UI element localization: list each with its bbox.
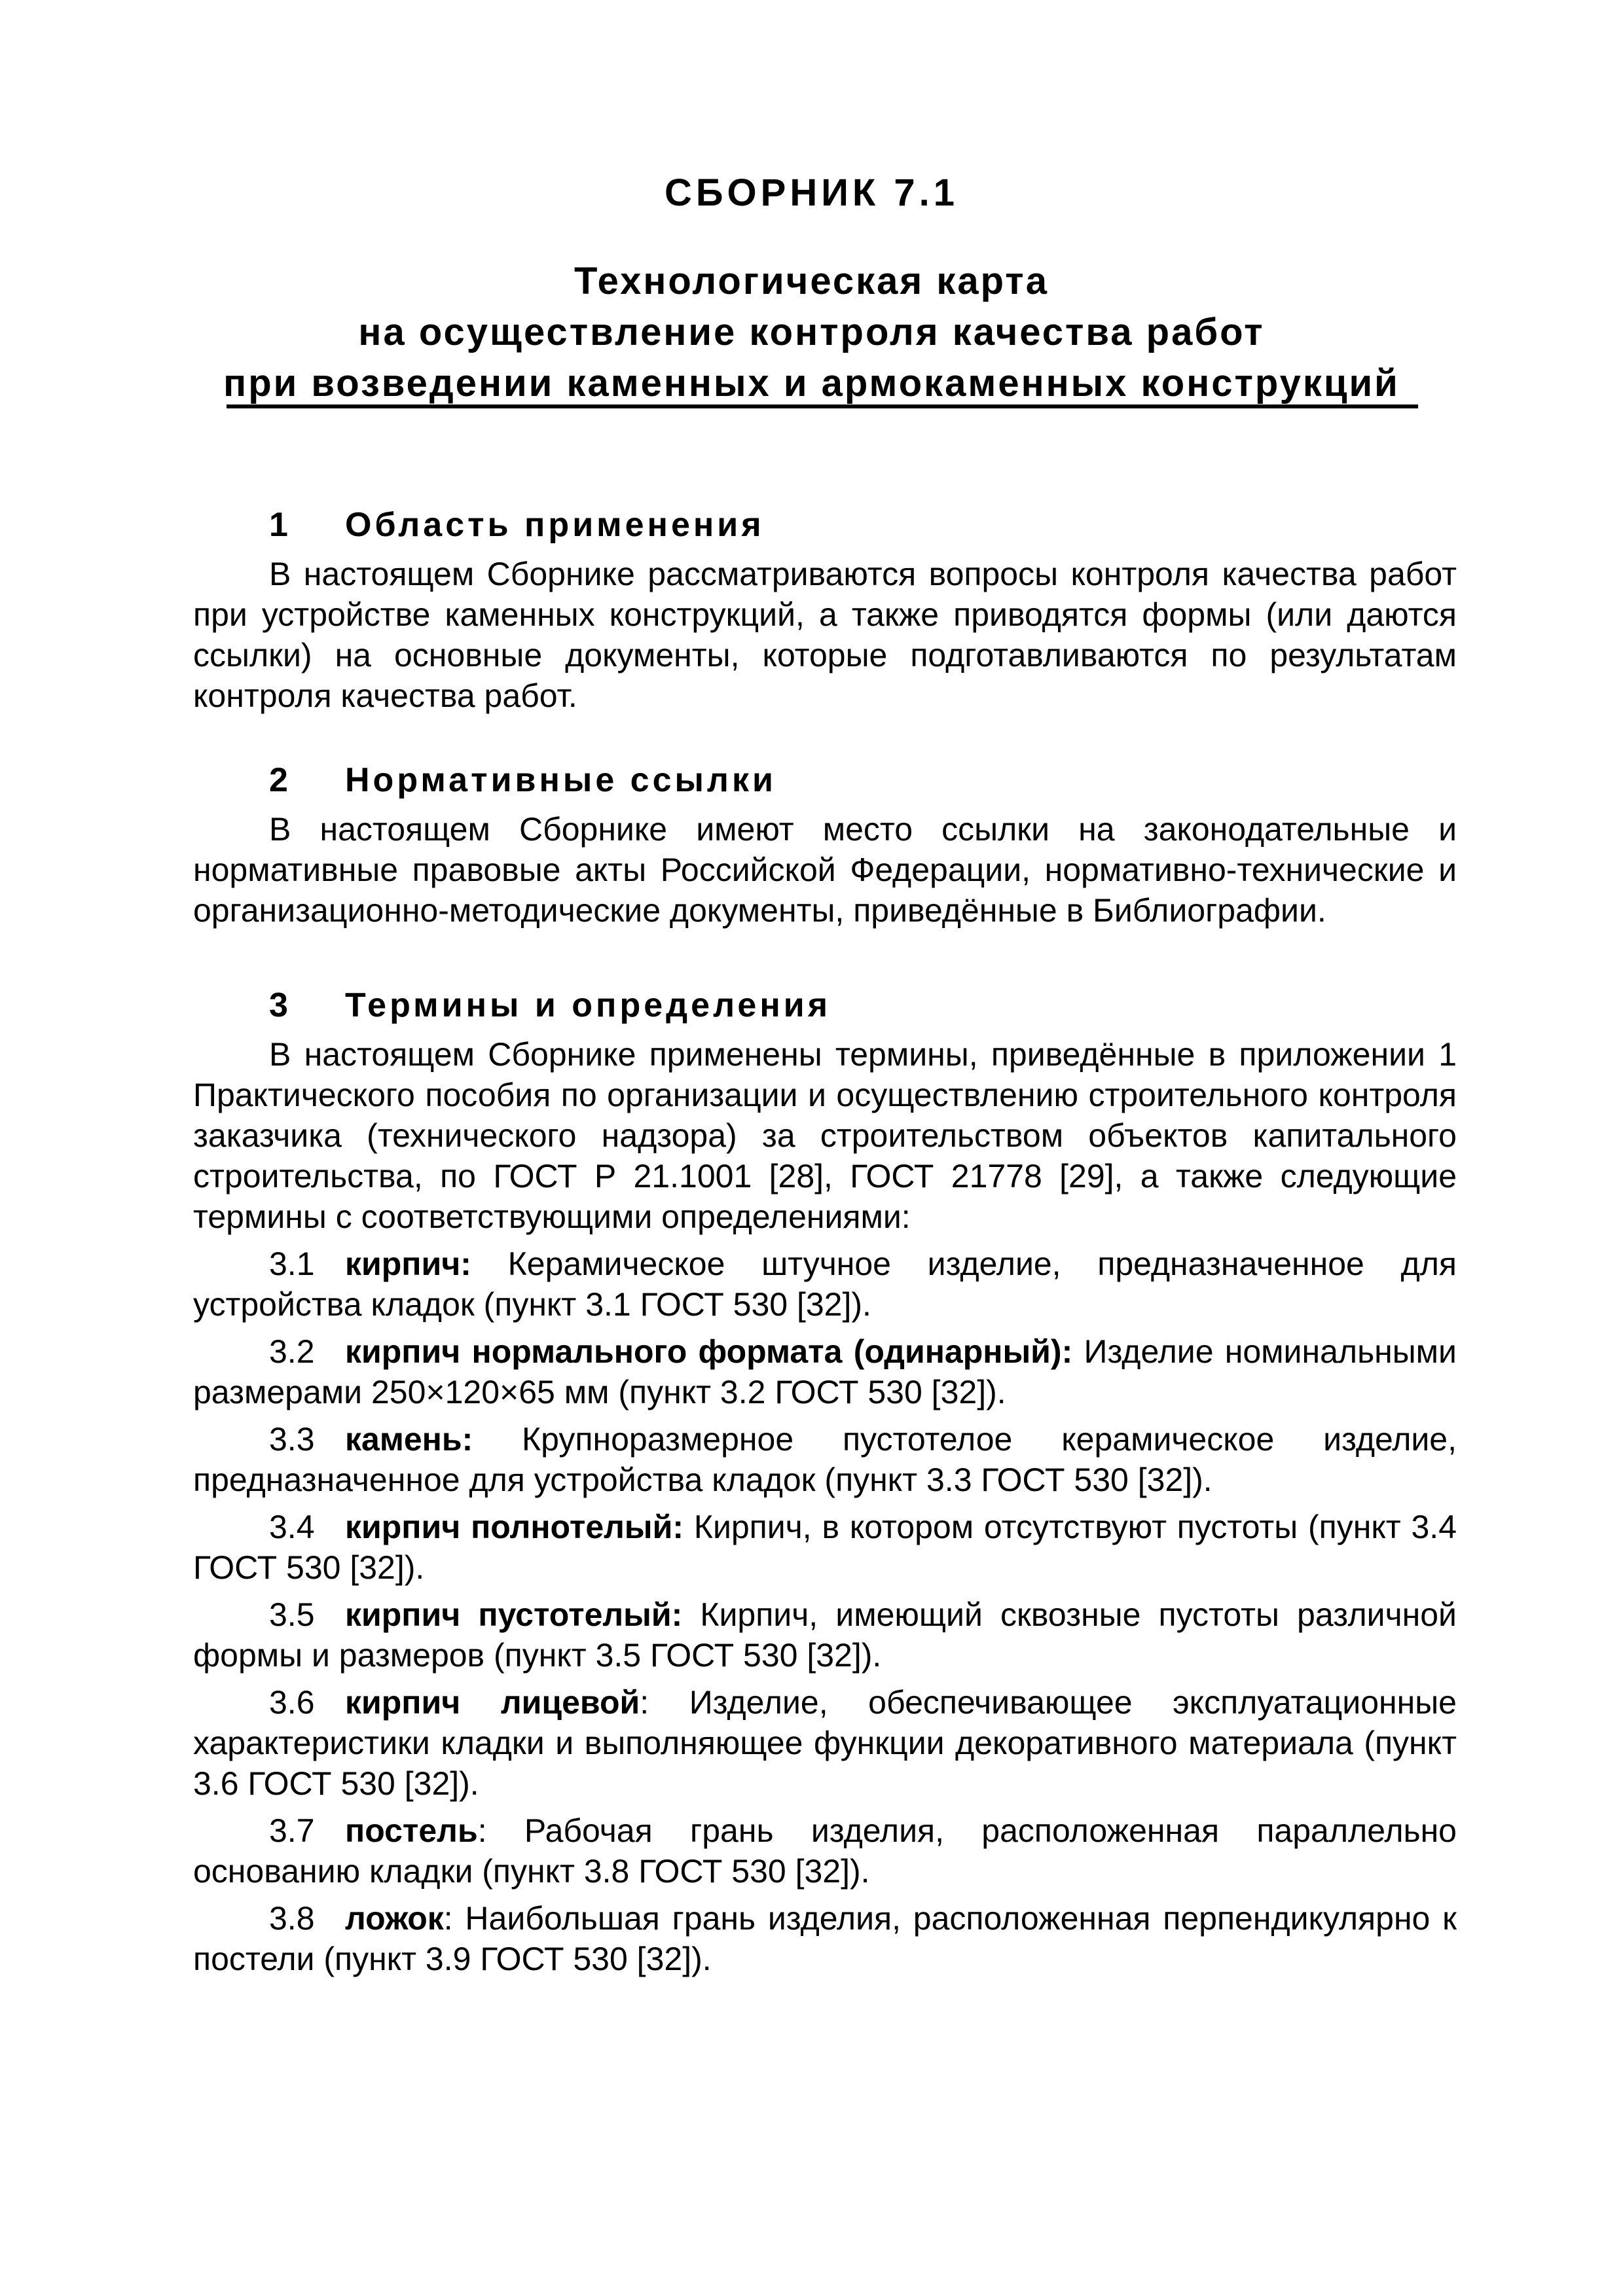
term-item [193, 1594, 1457, 1676]
term-name: постель [345, 1812, 478, 1849]
term-definition: Керамическое штучное изделие, предназначенное для устройства кладок (пункт 3.1 ГОСТ 530 [32]). [193, 1246, 1457, 1323]
section-number: 2 [269, 761, 288, 799]
term-number: 3.1 [269, 1246, 315, 1282]
section-title: Термины и определения [345, 986, 831, 1024]
section-paragraph-terms-definitions: В настоящем Сборнике применены термины, приведённые в приложении 1 Практического пособия по организации и осуществлению строительного контроля заказчика (технического надзора) за строительством объектов капитального строительства, по ГОСТ Р 21.1001 [28], ГОСТ 21778 [29], а также следующие термины с соответствующими определениями: [193, 1036, 1457, 1235]
term-item [193, 1507, 1457, 1588]
term-definition: Кирпич, имеющий сквозные пустоты различной формы и размеров (пункт 3.5 ГОСТ 530 [32]). [193, 1596, 1457, 1674]
term-name: камень: [345, 1421, 473, 1458]
term-number: 3.5 [269, 1596, 315, 1633]
term-definition: : Рабочая грань изделия, расположенная параллельно основанию кладки (пункт 3.8 ГОСТ 530 [32]). [193, 1812, 1457, 1890]
term-number: 3.8 [269, 1900, 315, 1937]
term-number: 3.7 [269, 1812, 315, 1849]
card-title-line-1: Технологическая карта [574, 260, 1049, 302]
term-item [193, 1810, 1457, 1892]
section-paragraph-normative-references: В настоящем Сборнике имеют место ссылки на законодательные и нормативные правовые акты Российской Федерации, нормативно-технические и организационно-методические документы, приведённые в Библиографии. [193, 811, 1457, 929]
term-name: ложок [345, 1900, 444, 1937]
section-heading-scope [193, 503, 1457, 547]
term-number: 3.4 [269, 1509, 315, 1545]
section-number: 3 [269, 986, 288, 1024]
term-item [193, 1419, 1457, 1500]
section-heading-normative-references [193, 758, 1457, 802]
term-number: 3.2 [269, 1333, 315, 1370]
term-item [193, 1244, 1457, 1325]
term-definition: Кирпич, в котором отсутствуют пустоты (пункт 3.4 ГОСТ 530 [32]). [193, 1509, 1457, 1586]
document-body [193, 503, 1457, 1979]
term-name: кирпич пустотелый: [345, 1596, 683, 1633]
term-definition: : Наибольшая грань изделия, расположенная перпендикулярно к постели (пункт 3.9 ГОСТ 530 [32]). [193, 1900, 1457, 1977]
section-title: Нормативные ссылки [345, 761, 776, 799]
document-header [0, 167, 1623, 409]
term-name: кирпич нормального формата (одинарный): [345, 1333, 1073, 1370]
term-definition: : Изделие, обеспечивающее эксплуатационные характеристики кладки и выполняющее функции декоративного материала (пункт 3.6 ГОСТ 530 [32]). [193, 1684, 1457, 1802]
term-number: 3.6 [269, 1684, 315, 1721]
card-title-line-2: на осуществление контроля качества работ [358, 311, 1265, 353]
card-title-line-3: при возведении каменных и армокаменных конструкций [223, 362, 1400, 404]
term-name: кирпич лицевой [345, 1684, 640, 1721]
term-item [193, 1898, 1457, 1979]
collection-title: СБОРНИК 7.1 [664, 171, 959, 214]
term-definition: Крупноразмерное пустотелое керамическое изделие, предназначенное для устройства кладок (пункт 3.3 ГОСТ 530 [32]). [193, 1421, 1457, 1498]
term-name: кирпич: [345, 1246, 471, 1282]
section-number: 1 [269, 506, 288, 544]
term-definition: Изделие номинальными размерами 250×120×65 мм (пункт 3.2 ГОСТ 530 [32]). [193, 1333, 1457, 1410]
term-name: кирпич полнотелый: [345, 1509, 684, 1545]
section-heading-terms-definitions [193, 983, 1457, 1028]
term-item [193, 1682, 1457, 1804]
term-number: 3.3 [269, 1421, 315, 1458]
section-title: Область применения [345, 506, 765, 544]
term-item [193, 1331, 1457, 1412]
header-divider [227, 404, 1418, 408]
section-paragraph-scope: В настоящем Сборнике рассматриваются вопросы контроля качества работ при устройстве каменных конструкций, а также приводятся формы (или даются ссылки) на основные документы, которые подготавливаются по результатам контроля качества работ. [193, 556, 1457, 714]
